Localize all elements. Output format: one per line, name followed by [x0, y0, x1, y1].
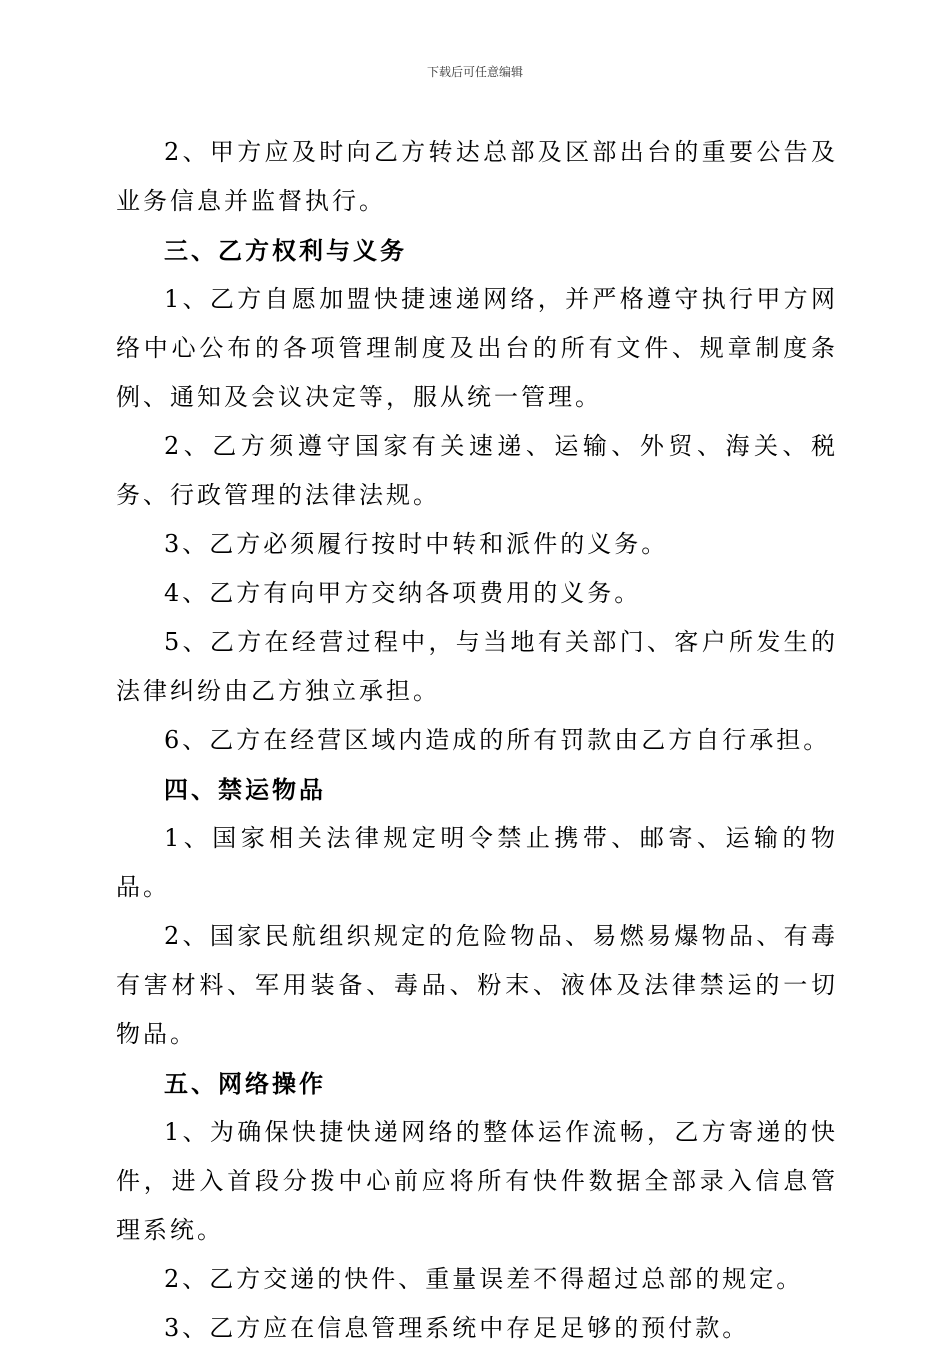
section3-item-1: 1、乙方自愿加盟快捷速递网络，并严格遵守执行甲方网络中心公布的各项管理制度及出台的所有文件、规章制度条例、通知及会议决定等，服从统一管理。: [116, 285, 838, 411]
section3-item-6: 6、乙方在经营区域内造成的所有罚款由乙方自行承担。: [164, 726, 831, 754]
section5-item-1: 1、为确保快捷快递网络的整体运作流畅，乙方寄递的快件，进入首段分拨中心前应将所有快件数据全部录入信息管理系统。: [116, 1118, 838, 1244]
section4-item-2: 2、国家民航组织规定的危险物品、易燃易爆物品、有毒有害材料、军用装备、毒品、粉末、液体及法律禁运的一切物品。: [116, 922, 838, 1048]
section3-item-4: 4、乙方有向甲方交纳各项费用的义务。: [164, 579, 642, 607]
section5-item-3: 3、乙方应在信息管理系统中存足足够的预付款。: [164, 1314, 750, 1342]
section3-item-5: 5、乙方在经营过程中，与当地有关部门、客户所发生的法律纠纷由乙方独立承担。: [116, 628, 838, 705]
section-heading-3: 三、乙方权利与义务: [164, 236, 407, 265]
header-note: 下载后可任意编辑: [426, 65, 523, 79]
section-heading-4: 四、禁运物品: [164, 775, 326, 804]
section-heading-5: 五、网络操作: [164, 1069, 326, 1098]
section3-item-2: 2、乙方须遵守国家有关速递、运输、外贸、海关、税务、行政管理的法律法规。: [116, 432, 838, 509]
section3-item-3: 3、乙方必须履行按时中转和派件的义务。: [164, 530, 669, 558]
paragraph-intro-2: 2、甲方应及时向乙方转达总部及区部出台的重要公告及业务信息并监督执行。: [116, 138, 838, 215]
section5-item-2: 2、乙方交递的快件、重量误差不得超过总部的规定。: [164, 1265, 804, 1293]
document-body: [116, 128, 838, 1353]
section4-item-1: 1、国家相关法律规定明令禁止携带、邮寄、运输的物品。: [116, 824, 838, 901]
